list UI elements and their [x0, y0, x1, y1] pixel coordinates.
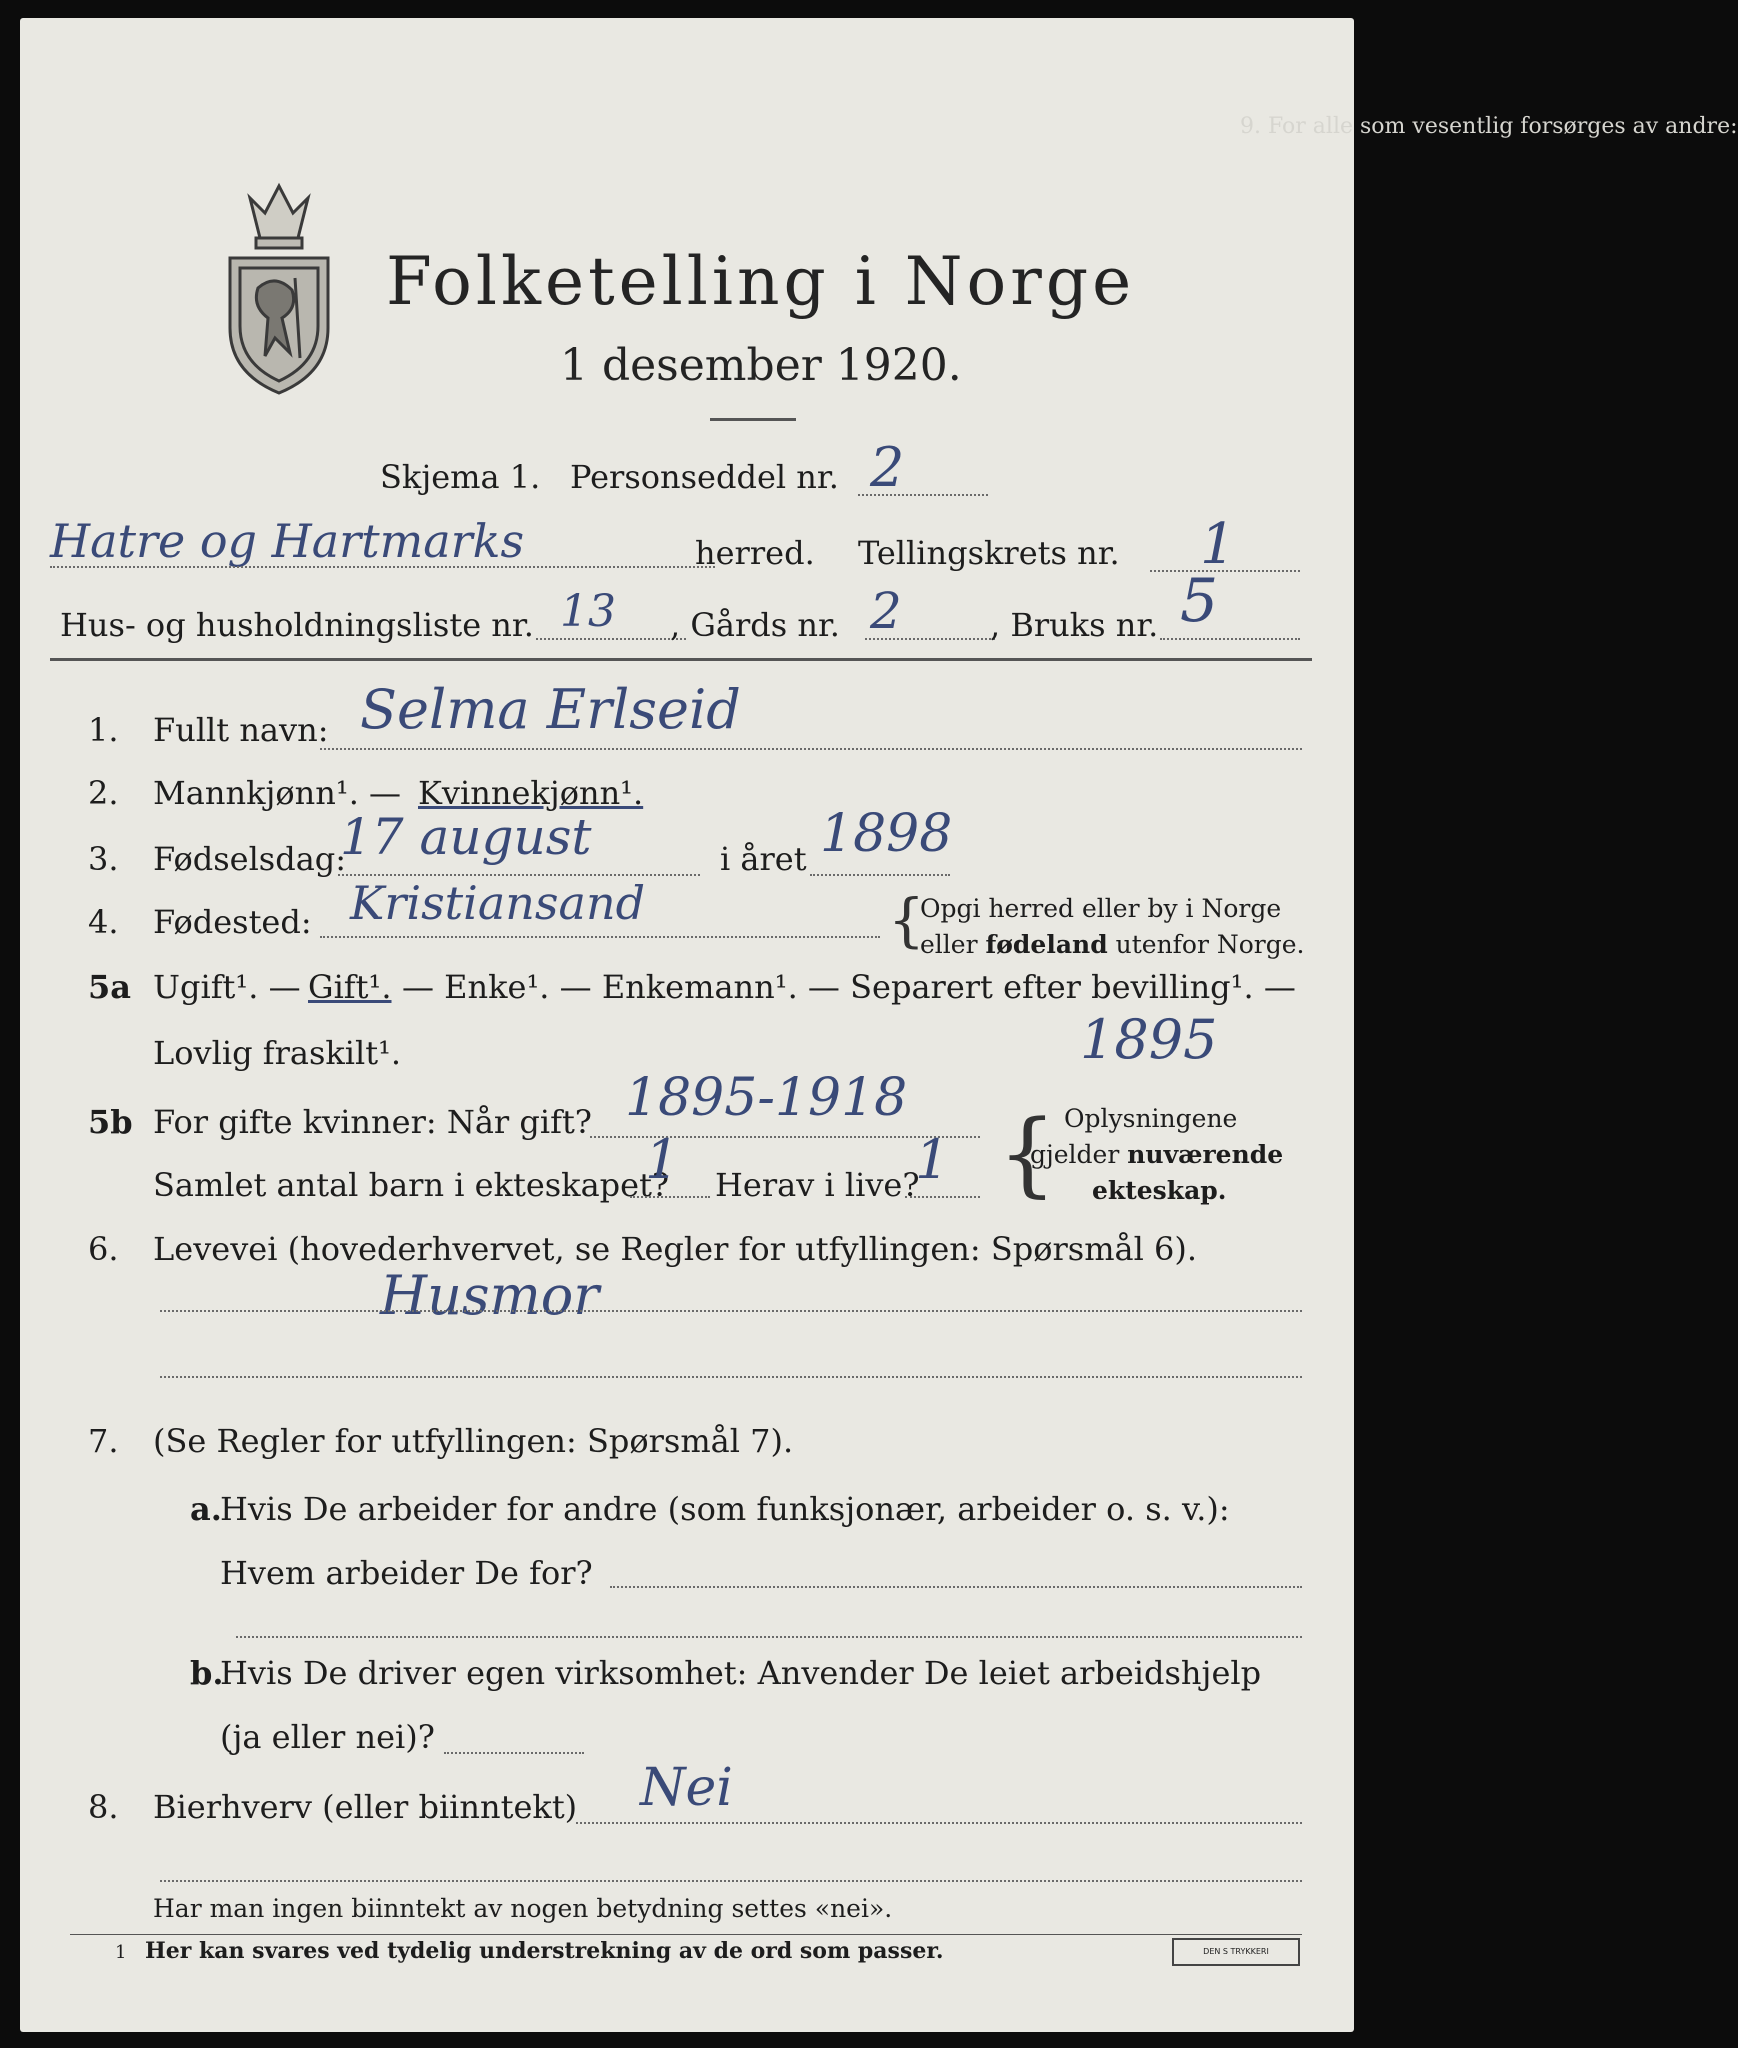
q2-number: 2.	[88, 774, 119, 812]
full-name-field[interactable]: Selma Erlseid	[360, 678, 741, 741]
birth-year-field[interactable]: 1898	[820, 804, 953, 864]
herred-label: herred.	[695, 534, 815, 572]
q5b-note-line1: Oplysningene	[1064, 1104, 1238, 1133]
marital-other-options[interactable]: — Enke¹. — Enkemann¹. — Separert efter bevilling¹. —	[402, 968, 1296, 1006]
q4-note-line2: eller fødeland utenfor Norge.	[920, 930, 1305, 959]
q4-label: Fødested:	[153, 903, 312, 941]
q5b-barn-label: Samlet antal barn i ekteskapet?	[153, 1166, 670, 1204]
footnote-text: Her kan svares ved tydelig understrekning av de ord som passer.	[145, 1938, 944, 1964]
footer-separator	[70, 1934, 1302, 1935]
q5b-note-line3: ekteskap.	[1092, 1176, 1227, 1205]
tellingskrets-number-field[interactable]: 1	[1200, 512, 1236, 577]
bruks-label: , Bruks nr.	[990, 606, 1159, 644]
bleed-through-text: 9. For alle som vesentlig forsørges av andre:	[1240, 114, 1738, 139]
tellingskrets-label: Tellingskrets nr.	[858, 534, 1120, 572]
title-divider	[710, 418, 796, 421]
skjema-label: Skjema 1.	[380, 458, 541, 496]
q3-year-label: i året	[720, 840, 807, 878]
bruks-number-field[interactable]: 5	[1180, 566, 1219, 636]
employer-field[interactable]	[610, 1586, 1302, 1588]
q1-label: Fullt navn:	[153, 711, 329, 749]
marital-fraskilt-option[interactable]: Lovlig fraskilt¹.	[153, 1034, 402, 1072]
gards-label: , Gårds nr.	[670, 606, 840, 644]
personseddel-number-field[interactable]: 2	[870, 436, 905, 499]
printer-stamp: DEN S TRYKKERI	[1172, 1938, 1300, 1966]
marital-gift-option[interactable]: Gift¹.	[308, 968, 392, 1006]
q6-label: Levevei (hovederhvervet, se Regler for utfyllingen: Spørsmål 6).	[153, 1230, 1198, 1268]
side-income-field[interactable]: Nei	[640, 1758, 733, 1818]
personseddel-label: Personseddel nr.	[570, 458, 839, 496]
q8-label: Bierhverv (eller biinntekt)	[153, 1788, 578, 1826]
q4-number: 4.	[88, 903, 119, 941]
header-separator	[50, 658, 1312, 661]
page-subtitle: 1 desember 1920.	[560, 340, 962, 391]
page-title: Folketelling i Norge	[386, 243, 1136, 320]
gender-female-option[interactable]: Kvinnekjønn¹.	[418, 774, 644, 812]
census-form-page	[20, 18, 1738, 2032]
q1-number: 1.	[88, 711, 119, 749]
marriage-years-field[interactable]: 1895-1918	[625, 1068, 908, 1128]
children-alive-field[interactable]: 1	[915, 1128, 950, 1191]
q7a-letter: a.	[190, 1490, 222, 1528]
occupation-field[interactable]: Husmor	[380, 1264, 600, 1327]
q5b-number: 5b	[88, 1103, 133, 1141]
q8-number: 8.	[88, 1788, 119, 1826]
q5b-label: For gifte kvinner: Når gift?	[153, 1103, 592, 1141]
q7b-line2: (ja eller nei)?	[220, 1718, 435, 1756]
q5b-brace: {	[998, 1100, 1057, 1207]
q5b-live-label: Herav i live?	[715, 1166, 920, 1204]
husliste-number-field[interactable]: 13	[560, 586, 616, 637]
q5a-number: 5a	[88, 968, 131, 1006]
q3-label: Fødselsdag:	[153, 840, 347, 878]
q4-note-line1: Opgi herred eller by i Norge	[920, 894, 1282, 923]
footer-note: Har man ingen biinntekt av nogen betydning settes «nei».	[153, 1894, 893, 1923]
norway-coat-of-arms-icon	[220, 178, 338, 402]
q7a-line2: Hvem arbeider De for?	[220, 1554, 593, 1592]
gards-number-field[interactable]: 2	[870, 582, 902, 640]
q7-number: 7.	[88, 1422, 119, 1460]
q5b-note-line2: gjelder nuværende	[1030, 1140, 1284, 1169]
q5a-handwritten-note: 1895	[1080, 1008, 1218, 1071]
q7b-line1: Hvis De driver egen virksomhet: Anvender De leiet arbeidshjelp	[220, 1654, 1262, 1692]
q7-label: (Se Regler for utfyllingen: Spørsmål 7).	[153, 1422, 794, 1460]
husliste-label: Hus- og husholdningsliste nr.	[60, 606, 534, 644]
herred-name-field[interactable]: Hatre og Hartmarks	[50, 514, 525, 568]
q3-number: 3.	[88, 840, 119, 878]
children-total-field[interactable]: 1	[645, 1128, 680, 1191]
footnote-mark: 1	[115, 1942, 127, 1963]
q7a-line1: Hvis De arbeider for andre (som funksjonær, arbeider o. s. v.):	[220, 1490, 1230, 1528]
q7b-letter: b.	[190, 1654, 224, 1692]
birthplace-field[interactable]: Kristiansand	[350, 876, 646, 930]
gender-male-option[interactable]: Mannkjønn¹. —	[153, 774, 402, 812]
q6-number: 6.	[88, 1230, 119, 1268]
marital-ugift-option[interactable]: Ugift¹. —	[153, 968, 301, 1006]
q4-brace: {	[888, 886, 925, 954]
birthday-field[interactable]: 17 august	[340, 808, 592, 866]
hired-help-field[interactable]	[444, 1752, 584, 1754]
